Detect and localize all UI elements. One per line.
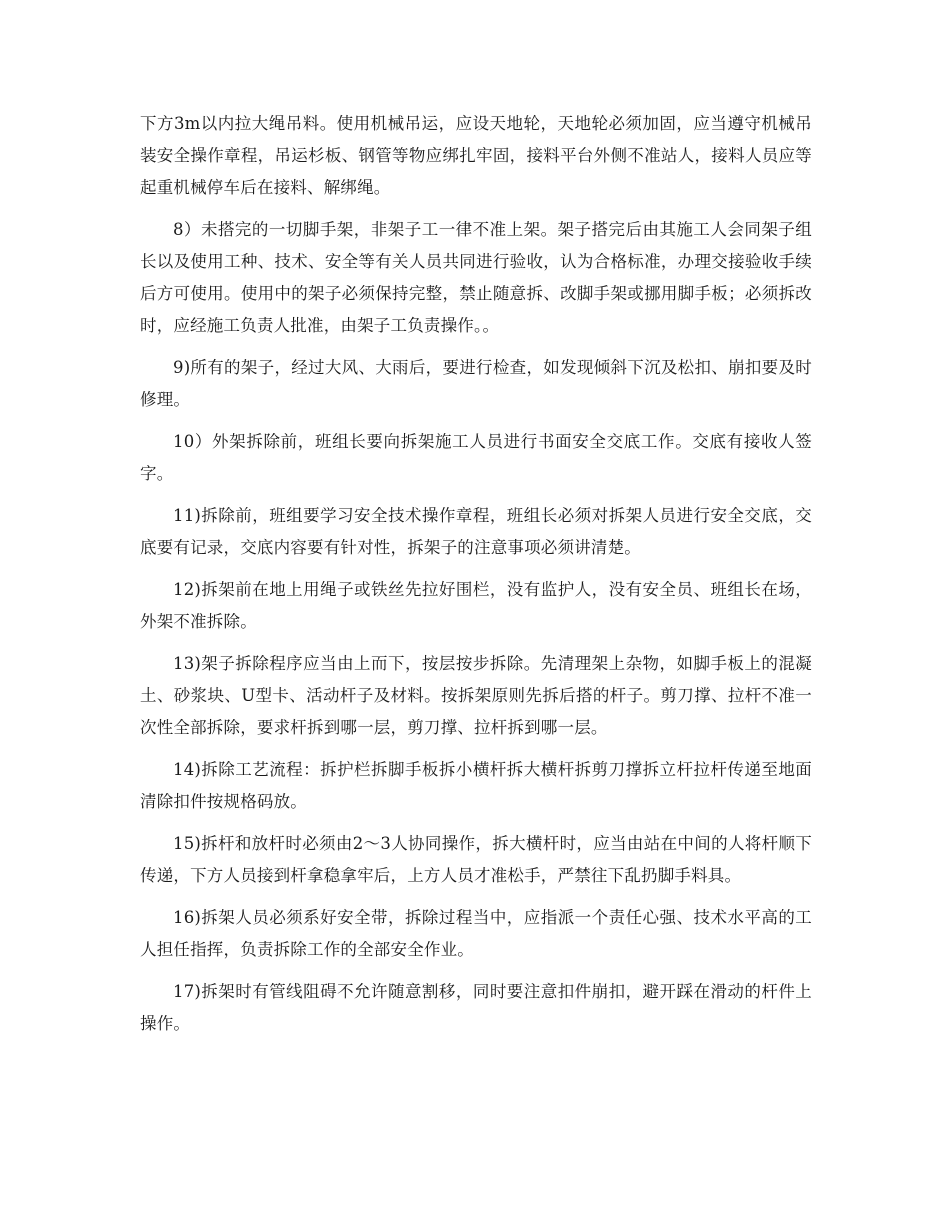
paragraph-item-12: 12)拆架前在地上用绳子或铁丝先拉好围栏，没有监护人，没有安全员、班组长在场，外架不准拆除。 (140, 580, 812, 631)
paragraph-item-15: 15)拆杆和放杆时必须由2～3人协同操作，拆大横杆时，应当由站在中间的人将杆顺下传递，下方人员接到杆拿稳拿牢后，上方人员才准松手，严禁往下乱扔脚手料具。 (140, 834, 812, 885)
paragraph-item-16: 16)拆架人员必须系好安全带，拆除过程当中，应指派一个责任心强、技术水平高的工人担任指挥，负责拆除工作的全部安全作业。 (140, 908, 812, 959)
paragraph-item-11: 11)拆除前，班组要学习安全技术操作章程，班组长必须对拆架人员进行安全交底，交底要有记录，交底内容要有针对性，拆架子的注意事项必须讲清楚。 (140, 506, 812, 557)
paragraph-continuation: 下方3m以内拉大绳吊料。使用机械吊运，应设天地轮，天地轮必须加固，应当遵守机械吊装安全操作章程，吊运杉板、钢管等物应绑扎牢固，接料平台外侧不准站人，接料人员应等起重机械停车后在接料、解绑绳。 (140, 114, 812, 197)
paragraph-item-17: 17)拆架时有管线阻碍不允许随意割移，同时要注意扣件崩扣，避开踩在滑动的杆件上操作。 (140, 982, 812, 1033)
paragraph-item-9: 9)所有的架子，经过大风、大雨后，要进行检查，如发现倾斜下沉及松扣、崩扣要及时修理。 (140, 358, 812, 409)
document-body (140, 108, 812, 1050)
paragraph-item-8: 8）未搭完的一切脚手架，非架子工一律不准上架。架子搭完后由其施工人会同架子组长以及使用工种、技术、安全等有关人员共同进行验收，认为合格标准，办理交接验收手续后方可使用。使用中的架子必须保持完整，禁止随意拆、改脚手架或挪用脚手板；必须拆改时，应经施工负责人批准，由架子工负责操作。。 (140, 220, 812, 335)
paragraph-item-13: 13)架子拆除程序应当由上而下，按层按步拆除。先清理架上杂物，如脚手板上的混凝土、砂浆块、U型卡、活动杆子及材料。按拆架原则先拆后搭的杆子。剪刀撑、拉杆不准一次性全部拆除，要求杆拆到哪一层，剪刀撑、拉杆拆到哪一层。 (140, 654, 812, 737)
paragraph-item-14: 14)拆除工艺流程：拆护栏拆脚手板拆小横杆拆大横杆拆剪刀撑拆立杆拉杆传递至地面清除扣件按规格码放。 (140, 760, 812, 811)
paragraph-item-10: 10）外架拆除前，班组长要向拆架施工人员进行书面安全交底工作。交底有接收人签字。 (140, 432, 812, 483)
